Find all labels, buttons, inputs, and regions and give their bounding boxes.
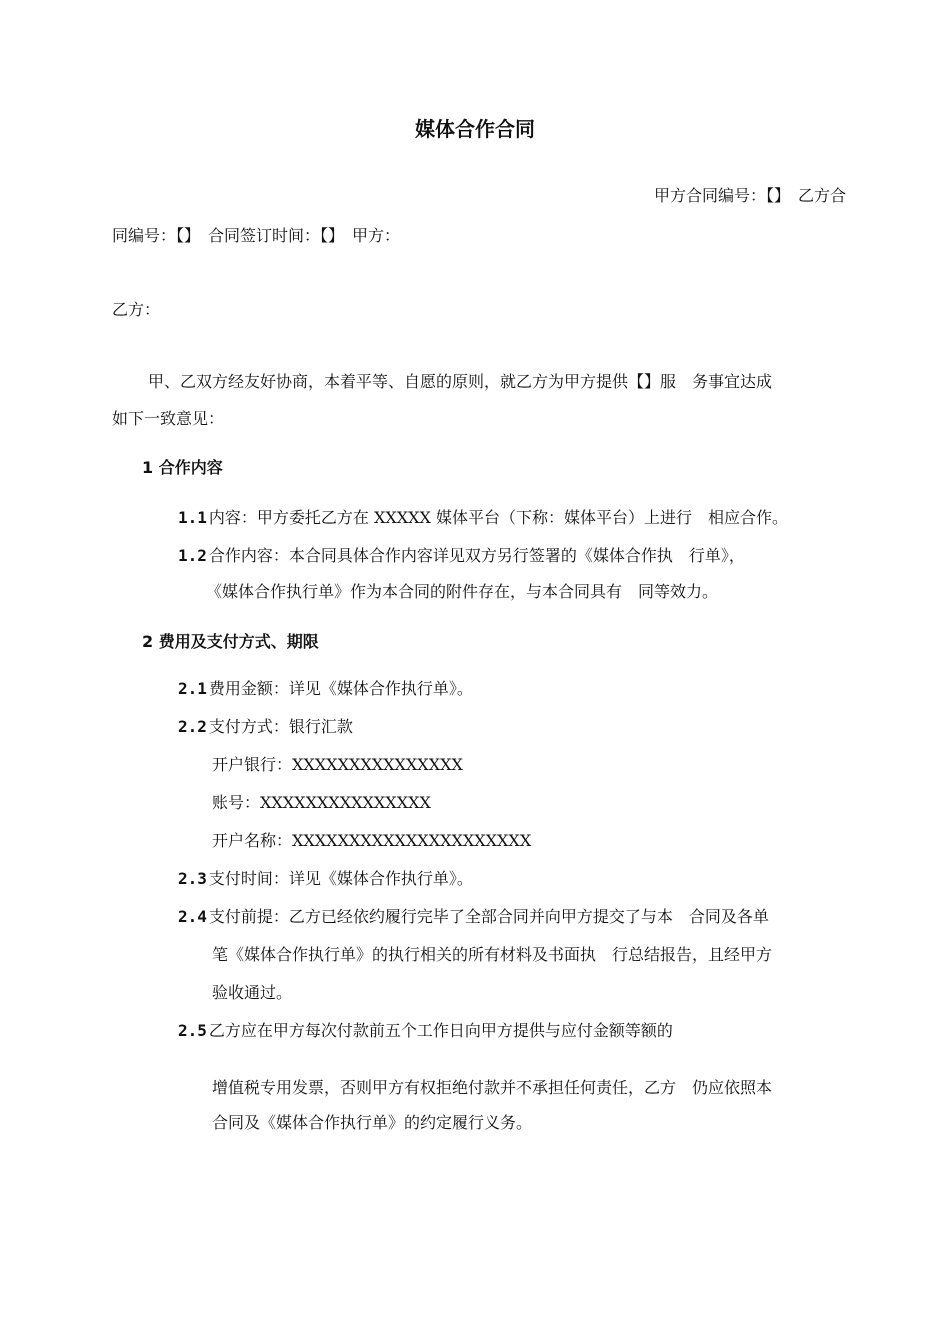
clause-number: 2.1	[178, 679, 207, 698]
clause-number: 2.3	[178, 869, 207, 888]
clause-2-4-continuation-1: 笔《媒体合作执行单》的执行相关的所有材料及书面执 行总结报告，且经甲方	[212, 945, 773, 964]
clause-2-5	[178, 1021, 673, 1041]
account-name-line: 开户名称：XXXXXXXXXXXXXXXXXXXXX	[212, 831, 532, 850]
clause-1-2-continuation: 《媒体合作执行单》作为本合同的附件存在，与本合同具有 同等效力。	[206, 582, 719, 601]
party-b-label: 乙方：	[112, 300, 161, 319]
clause-2-3	[178, 869, 473, 889]
clause-number: 2.2	[178, 717, 207, 736]
clause-1-1	[178, 508, 788, 528]
clause-text: 支付时间：详见《媒体合作执行单》。	[208, 869, 473, 888]
clause-number: 2.5	[178, 1021, 207, 1040]
clause-1-2	[178, 546, 745, 566]
account-number-line: 账号：XXXXXXXXXXXXXXX	[212, 793, 431, 812]
section-1-heading: 1 合作内容	[142, 458, 223, 477]
clause-2-1	[178, 679, 473, 699]
clause-text: 支付方式：银行汇款	[208, 717, 353, 736]
clause-number: 2.4	[178, 907, 207, 926]
clause-number: 1.1	[178, 508, 207, 527]
section-2-heading: 2 费用及支付方式、期限	[142, 632, 319, 651]
contract-number-line-1: 甲方合同编号：【】 乙方合	[653, 186, 846, 205]
clause-text: 内容：甲方委托乙方在 XXXXX 媒体平台（下称：媒体平台）上进行 相应合作。	[208, 508, 789, 527]
contract-number-line-2: 同编号：【】 合同签订时间：【】 甲方：	[112, 226, 401, 245]
clause-number: 1.2	[178, 546, 207, 565]
clause-text: 乙方应在甲方每次付款前五个工作日向甲方提供与应付金额等额的	[208, 1021, 673, 1040]
clause-text: 费用金额：详见《媒体合作执行单》。	[208, 679, 473, 698]
clause-text: 合作内容：本合同具体合作内容详见双方另行签署的《媒体合作执 行单》，	[208, 546, 745, 565]
clause-2-4	[178, 907, 769, 927]
clause-2-5-continuation-2: 合同及《媒体合作执行单》的约定履行义务。	[212, 1113, 533, 1132]
bank-name-line: 开户银行：XXXXXXXXXXXXXXX	[212, 755, 463, 774]
intro-paragraph-line-2: 如下一致意见：	[112, 409, 225, 428]
document-title: 媒体合作合同	[415, 117, 535, 141]
clause-2-4-continuation-2: 验收通过。	[212, 983, 293, 1002]
clause-2-2	[178, 717, 353, 737]
clause-text: 支付前提：乙方已经依约履行完毕了全部合同并向甲方提交了与本 合同及各单	[208, 907, 769, 926]
clause-2-5-continuation-1: 增值税专用发票，否则甲方有权拒绝付款并不承担任何责任，乙方 仍应依照本	[212, 1078, 773, 1097]
intro-paragraph-line-1: 甲、乙双方经友好协商，本着平等、自愿的原则，就乙方为甲方提供【】服 务事宜达成	[148, 372, 773, 391]
